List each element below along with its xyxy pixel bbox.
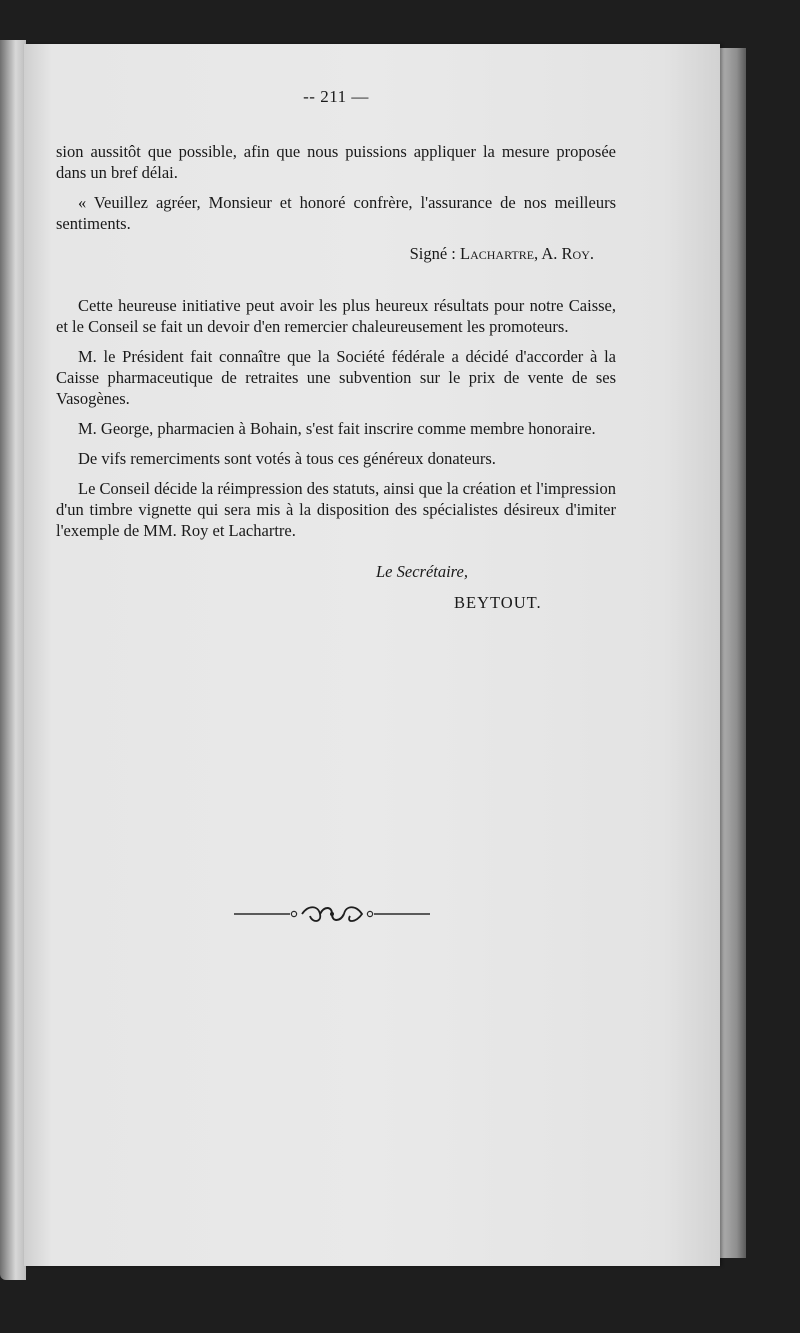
paragraph: De vifs remerciments sont votés à tous ces généreux donateurs.: [78, 449, 496, 468]
paragraph: sion aussitôt que possible, afin que nous puissions appliquer la mesure proposée dans un bref délai.: [56, 142, 616, 182]
signature-line: [56, 243, 616, 264]
secretary-name: BEYTOUT.: [454, 593, 542, 612]
paragraph: « Veuillez agréer, Monsieur et honoré confrère, l'assurance de nos meilleurs sentiments.: [56, 193, 616, 233]
page-number: -- 211 —: [303, 87, 369, 106]
signature-names: Lachartre, A. Roy.: [460, 244, 594, 263]
paragraph: M. le Président fait connaître que la Société fédérale a décidé d'accorder à la Caisse pharmaceutique de retraites une subvention sur le prix de vente de ses Vasogènes.: [56, 347, 616, 408]
page-content: [56, 86, 616, 613]
secretary-title: Le Secrétaire,: [376, 562, 468, 581]
facing-page-edge: [0, 40, 26, 1280]
paragraph: Le Conseil décide la réimpression des statuts, ainsi que la création et l'impression d'un timbre vignette qui sera mis à la disposition des spécialistes désireux d'imiter l'exemple de MM. Roy et Lachartre.: [56, 479, 616, 540]
ornament-divider: [232, 902, 432, 926]
paragraph: M. George, pharmacien à Bohain, s'est fait inscrire comme membre honoraire.: [78, 419, 596, 438]
signature-prefix: Signé :: [409, 244, 460, 263]
paragraph: Cette heureuse initiative peut avoir les plus heureux résultats pour notre Caisse, et le Conseil se fait un devoir d'en remercier chaleureusement les promoteurs.: [56, 296, 616, 336]
